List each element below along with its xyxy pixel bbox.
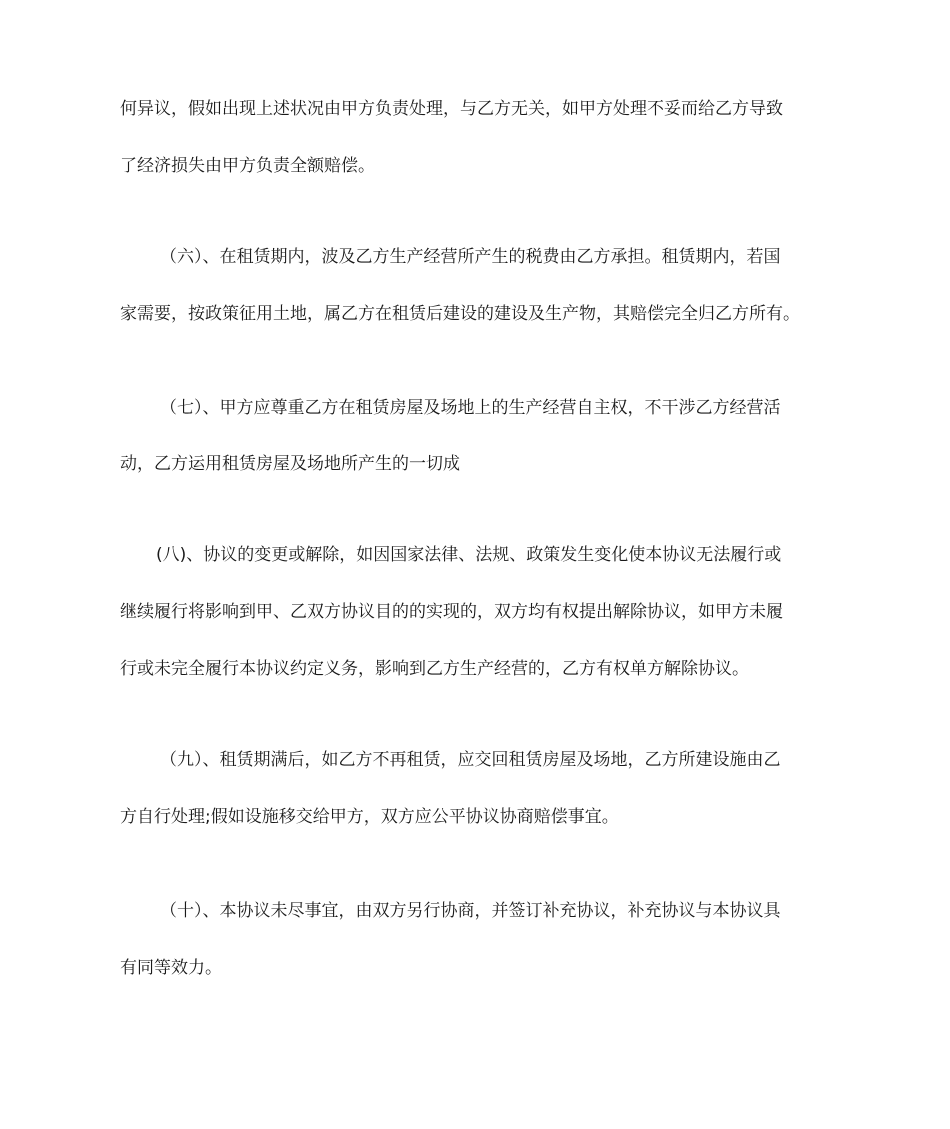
text-line: （十）、本协议未尽事宜，由双方另行协商，并签订补充协议，补充协议与本协议具 (160, 901, 781, 921)
text-line: 行或未完全履行本协议约定义务，影响到乙方生产经营的，乙方有权单方解除协议。 (120, 659, 749, 679)
text-line: (八)、协议的变更或解除，如因国家法律、法规、政策发生变化使本协议无法履行或 (156, 545, 782, 565)
text-line: （七）、甲方应尊重乙方在租赁房屋及场地上的生产经营自主权，不干涉乙方经营活 (160, 398, 781, 418)
text-line: （九）、租赁期满后，如乙方不再租赁，应交回租赁房屋及场地，乙方所建设施由乙 (160, 750, 781, 770)
text-line: 家需要，按政策征用土地，属乙方在租赁后建设的建设及生产物，其赔偿完全归乙方所有。 (120, 304, 800, 324)
text-line: 了经济损失由甲方负责全额赔偿。 (120, 156, 375, 176)
text-line: 有同等效力。 (120, 958, 222, 978)
text-line: 继续履行将影响到甲、乙双方协议目的的实现的，双方均有权提出解除协议，如甲方未履 (120, 602, 783, 622)
text-line: 方自行处理;假如设施移交给甲方，双方应公平协议协商赔偿事宜。 (120, 807, 619, 827)
text-line: 何异议，假如出现上述状况由甲方负责处理，与乙方无关，如甲方处理不妥而给乙方导致 (120, 99, 783, 119)
text-line: （六）、在租赁期内，波及乙方生产经营所产生的税费由乙方承担。租赁期内，若国 (160, 247, 781, 267)
text-line: 动，乙方运用租赁房屋及场地所产生的一切成 (120, 454, 460, 474)
